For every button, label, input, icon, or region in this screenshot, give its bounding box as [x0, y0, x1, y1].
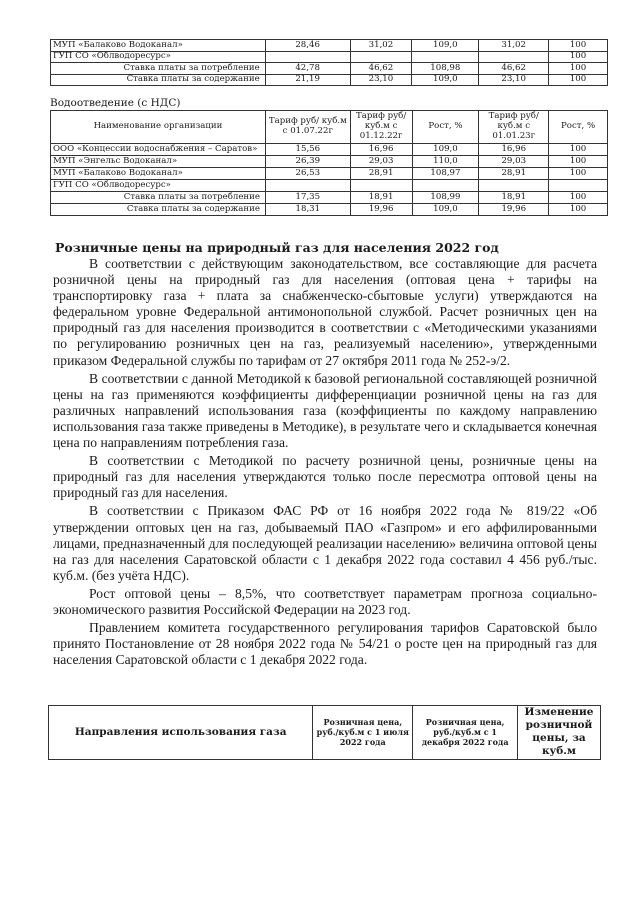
org-name: МУП «Энгельс Водоканал» [51, 156, 266, 168]
col-header-price-dec: Розничная цена, руб./куб.м с 1 декабря 2022 года [413, 706, 518, 760]
table-row [51, 63, 608, 75]
col-header-direction: Направления использования газа [49, 706, 313, 760]
table-row [51, 180, 608, 192]
tariff-jan: 16,96 [479, 144, 549, 156]
tariff-dec: 19,96 [350, 204, 412, 216]
growth: 108,98 [412, 63, 479, 75]
tariff-dec: 18,91 [350, 192, 412, 204]
paragraph: В соответствии с данной Методикой к базовой региональной составляющей розничной цены на газ применяются коэффициенты дифференциации розничной цены на газ для различных направлений использования газа (коэффициенты по каждому направлению использования газа также приведены в Методике), в результате чего и складывается конечная цена по направлениям потребления газа. [53, 370, 597, 451]
tariff-jul [265, 51, 350, 63]
growth [412, 51, 479, 63]
col-header-growth: Рост, % [549, 111, 608, 144]
growth: 109,0 [412, 40, 479, 52]
growth [412, 180, 479, 192]
table-header-row [51, 111, 608, 144]
tariff-dec: 28,91 [350, 168, 412, 180]
tariff-jul: 26,39 [265, 156, 350, 168]
table-row [51, 156, 608, 168]
growth [549, 180, 608, 192]
org-name: Ставка платы за содержание [51, 74, 266, 86]
table-row [51, 74, 608, 86]
sewer-section-title: Водоотведение (с НДС) [50, 97, 181, 109]
growth: 108,97 [412, 168, 479, 180]
col-header-org: Наименование организации [51, 111, 266, 144]
section-title: Розничные цены на природный газ для населения 2022 год [55, 240, 499, 255]
growth: 109,0 [412, 204, 479, 216]
org-name: ООО «Концессии водоснабжения – Саратов» [51, 144, 266, 156]
tariff-jul: 26,53 [265, 168, 350, 180]
table-header-row [49, 706, 601, 760]
tariff-jul: 28,46 [265, 40, 350, 52]
tariff-jan: 46,62 [479, 63, 549, 75]
growth: 109,0 [412, 74, 479, 86]
water-tariff-table [50, 39, 608, 86]
paragraph: Рост оптовой цены – 8,5%, что соответствует параметрам прогноза социально-экономического развития Российской Федерации на 2023 год. [53, 585, 597, 617]
growth: 100 [549, 156, 608, 168]
growth: 100 [549, 192, 608, 204]
growth: 100 [549, 144, 608, 156]
org-name: Ставка платы за потребление [51, 192, 266, 204]
tariff-jul [265, 180, 350, 192]
growth: 100 [549, 168, 608, 180]
tariff-dec: 16,96 [350, 144, 412, 156]
org-name: ГУП СО «Облводоресурс» [51, 51, 266, 63]
tariff-dec: 23,10 [350, 74, 412, 86]
tariff-dec [350, 51, 412, 63]
org-name: ГУП СО «Облводоресурс» [51, 180, 266, 192]
tariff-jan: 18,91 [479, 192, 549, 204]
tariff-dec [350, 180, 412, 192]
table-row [51, 40, 608, 52]
org-name: Ставка платы за содержание [51, 204, 266, 216]
paragraph: Правлением комитета государственного регулирования тарифов Саратовской было принято Постановление от 28 ноября 2022 года № 54/21 о росте цен на природный газ для населения Саратовской области с 1 декабря 2022 года. [53, 620, 597, 668]
growth: 100 [549, 204, 608, 216]
growth: 100 [549, 40, 608, 52]
growth: 100 [549, 51, 608, 63]
tariff-jan: 19,96 [479, 204, 549, 216]
gas-price-table [48, 705, 601, 760]
tariff-jan: 29,03 [479, 156, 549, 168]
growth: 108,99 [412, 192, 479, 204]
paragraph: В соответствии с Приказом ФАС РФ от 16 ноября 2022 года № 819/22 «Об утверждении оптовых цен на газ, добываемый ПАО «Газпром» и его аффилированными лицами, предназначенный для последующей реализации населению» величина оптовой цены на газ для населения Саратовской области с 1 декабря 2022 года составил 4 456 руб./тыс. куб.м. (без учёта НДС). [53, 503, 597, 583]
col-header-growth: Рост, % [412, 111, 479, 144]
table-row [51, 192, 608, 204]
org-name: Ставка платы за потребление [51, 63, 266, 75]
col-header-tariff-jan: Тариф руб/ куб.м с 01.01.23г [479, 111, 549, 144]
tariff-dec: 46,62 [350, 63, 412, 75]
paragraph: В соответствии с действующим законодательством, все составляющие для расчета розничной цены на природный газ для населения (оптовая цена + тарифы на транспортировку газа + плата за снабженческо-сбытовые услуги) утверждаются на федеральном уровне Федеральной антимонопольной службой. Расчет розничных цен на природный газ для населения производится в соответствии с «Методическими указаниями по регулированию розничных цен на газ, реализуемый населению», утвержденными приказом Федеральной службы по тарифам от 27 октября 2011 года № 252-э/2. [53, 256, 597, 368]
table-row [51, 144, 608, 156]
col-header-price-jul: Розничная цена, руб./куб.м с 1 июля 2022 года [313, 706, 413, 760]
tariff-jan: 31,02 [479, 40, 549, 52]
paragraph: В соответствии с Методикой по расчету розничной цены, розничные цены на природный газ для населения утверждаются только после пересмотра оптовой цены на природный газ для населения. [53, 453, 597, 501]
tariff-dec: 31,02 [350, 40, 412, 52]
growth: 100 [549, 74, 608, 86]
col-header-tariff-dec: Тариф руб/ куб.м с 01.12.22г [350, 111, 412, 144]
org-name: МУП «Балаково Водоканал» [51, 168, 266, 180]
tariff-jul: 17,35 [265, 192, 350, 204]
sewer-tariff-table [50, 110, 608, 216]
org-name: МУП «Балаково Водоканал» [51, 40, 266, 52]
body-text [53, 256, 597, 670]
tariff-jul: 42,78 [265, 63, 350, 75]
col-header-change: Изменение розничной цены, за куб.м [518, 706, 601, 760]
growth: 110,0 [412, 156, 479, 168]
table-row [51, 168, 608, 180]
table-row [51, 204, 608, 216]
tariff-dec: 29,03 [350, 156, 412, 168]
growth: 109,0 [412, 144, 479, 156]
tariff-jul: 18,31 [265, 204, 350, 216]
tariff-jan [479, 51, 549, 63]
tariff-jan: 28,91 [479, 168, 549, 180]
growth: 100 [549, 63, 608, 75]
tariff-jul: 15,56 [265, 144, 350, 156]
tariff-jul: 21,19 [265, 74, 350, 86]
table-row [51, 51, 608, 63]
tariff-jan [479, 180, 549, 192]
tariff-jan: 23,10 [479, 74, 549, 86]
col-header-tariff-jul: Тариф руб/ куб.м с 01.07.22г [265, 111, 350, 144]
